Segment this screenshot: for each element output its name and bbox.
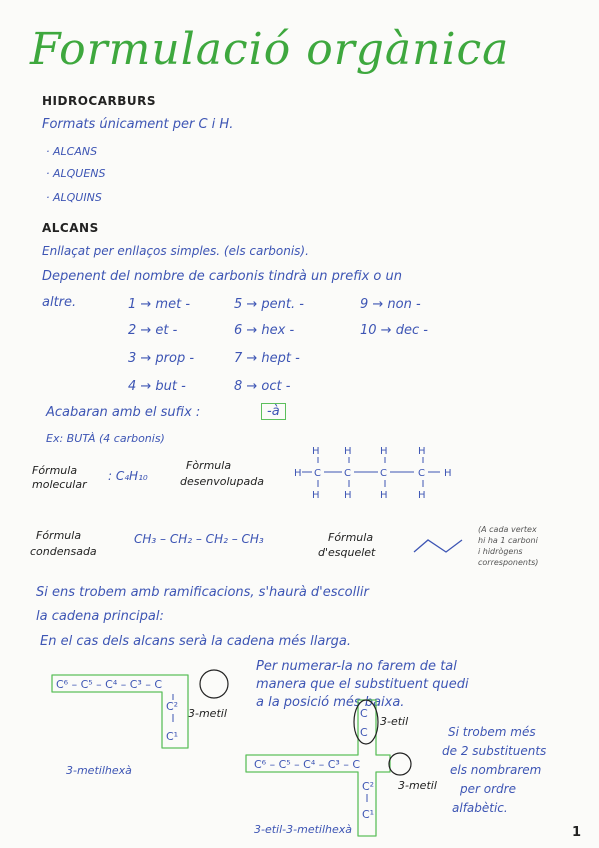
svg-text:C¹: C¹ [166, 730, 179, 743]
svg-text:H: H [344, 490, 352, 501]
list-item-alcans: · ALCANS [46, 145, 98, 158]
formula-molecular-label-2: molecular [32, 478, 87, 491]
alcans-line3: altre. [42, 295, 77, 310]
svg-text:C: C [360, 726, 368, 739]
prefix-6: 6 → hex - [234, 323, 295, 338]
esquelet-note-2: hi ha 1 carboni [478, 536, 538, 545]
ex2-substituent-right: 3-metil [398, 779, 437, 792]
hidrocarburs-desc: Formats únicament per C i H. [42, 117, 234, 132]
ex2-substituent-top: 3-etil [380, 715, 409, 728]
ex1-substituent: 3-metil [188, 707, 227, 720]
sufix-box: -à [261, 403, 286, 420]
sufix-text: Acabaran amb el sufix : [46, 405, 201, 420]
svg-text:C: C [380, 468, 387, 479]
formula-condensada-label-1: Fórmula [36, 529, 82, 542]
ex1-structure [52, 670, 228, 748]
heading-alcans: ALCANS [42, 221, 99, 235]
formula-esquelet-label-1: Fórmula [328, 531, 374, 544]
prefix-7: 7 → hept - [234, 351, 300, 366]
svg-text:C: C [418, 468, 425, 479]
prefix-4: 4 → but - [128, 379, 186, 394]
subst-1: Si trobem més [448, 725, 536, 739]
formula-molecular-label-1: Fórmula [32, 464, 78, 477]
svg-text:C: C [360, 707, 368, 720]
prefix-8: 8 → oct - [234, 379, 291, 394]
alcans-line1: Enllaçat per enllaços simples. (els carbonis). [42, 244, 309, 258]
svg-text:H: H [294, 468, 302, 479]
svg-text:H: H [444, 468, 452, 479]
svg-text:H: H [418, 490, 426, 501]
prefix-1: 1 → met - [128, 297, 191, 312]
svg-text:C⁶ – C⁵ – C⁴ – C³ – C: C⁶ – C⁵ – C⁴ – C³ – C [56, 678, 163, 691]
ex1-name: 3-metilhexà [66, 764, 132, 777]
cas-alcans: En el cas dels alcans serà la cadena més llarga. [40, 634, 352, 649]
svg-text:H: H [312, 490, 320, 501]
prefix-5: 5 → pent. - [234, 297, 304, 312]
formula-desenv-label-1: Fòrmula [186, 459, 232, 472]
heading-hidrocarburs: HIDROCARBURS [42, 94, 157, 108]
svg-text:H: H [344, 446, 352, 457]
svg-text:H: H [418, 446, 426, 457]
subst-2: de 2 substituents [442, 744, 547, 758]
svg-text:H: H [380, 490, 388, 501]
svg-text:H: H [380, 446, 388, 457]
svg-text:C: C [314, 468, 321, 479]
subst-3: els nombrarem [450, 763, 542, 777]
list-item-alquins: · ALQUINS [46, 191, 102, 204]
esquelet-note-3: i hidrògens [478, 547, 523, 556]
svg-text:C²: C² [362, 780, 375, 793]
example-buta: Ex: BUTÀ (4 carbonis) [46, 432, 165, 445]
numerar-1: Per numerar-la no farem de tal [256, 659, 457, 674]
svg-text:C²: C² [166, 700, 179, 713]
numerar-2: manera que el substituent quedi [256, 677, 469, 692]
butane-skeleton [414, 540, 462, 552]
prefix-9: 9 → non - [360, 297, 421, 312]
alcans-line2: Depenent del nombre de carbonis tindrà un prefix o un [42, 269, 402, 284]
ramificacions-line2: la cadena principal: [36, 609, 164, 624]
formula-condensada-label-2: condensada [30, 545, 97, 558]
svg-text:C¹: C¹ [362, 808, 375, 821]
formula-desenv-label-2: desenvolupada [180, 475, 264, 488]
page-number: 1 [572, 825, 582, 840]
subst-5: alfabètic. [452, 801, 508, 815]
prefix-2: 2 → et - [128, 323, 178, 338]
ex2-name: 3-etil-3-metilhexà [254, 823, 352, 836]
svg-text:C: C [344, 468, 351, 479]
svg-text:H: H [312, 446, 320, 457]
svg-text:C⁶ – C⁵ – C⁴ – C³ – C: C⁶ – C⁵ – C⁴ – C³ – C [254, 758, 361, 771]
list-item-alquens: · ALQUENS [46, 167, 106, 180]
formula-molecular: : C₄H₁₀ [108, 469, 148, 483]
esquelet-note-1: (A cada vertex [478, 525, 537, 534]
page-title: Formulació orgànica [30, 24, 510, 75]
prefix-10: 10 → dec - [360, 323, 428, 338]
ramificacions-line1: Si ens trobem amb ramificacions, s'haurà d'escollir [36, 585, 369, 600]
ex2-structure [246, 700, 411, 836]
butane-developed-structure [294, 446, 452, 501]
formula-esquelet-label-2: d'esquelet [318, 546, 376, 559]
prefix-3: 3 → prop - [128, 351, 195, 366]
numerar-3: a la posició més baixa. [256, 695, 405, 710]
esquelet-note-4: corresponents) [478, 558, 539, 567]
subst-4: per ordre [460, 782, 516, 796]
formula-condensada: CH₃ – CH₂ – CH₂ – CH₃ [134, 532, 264, 546]
